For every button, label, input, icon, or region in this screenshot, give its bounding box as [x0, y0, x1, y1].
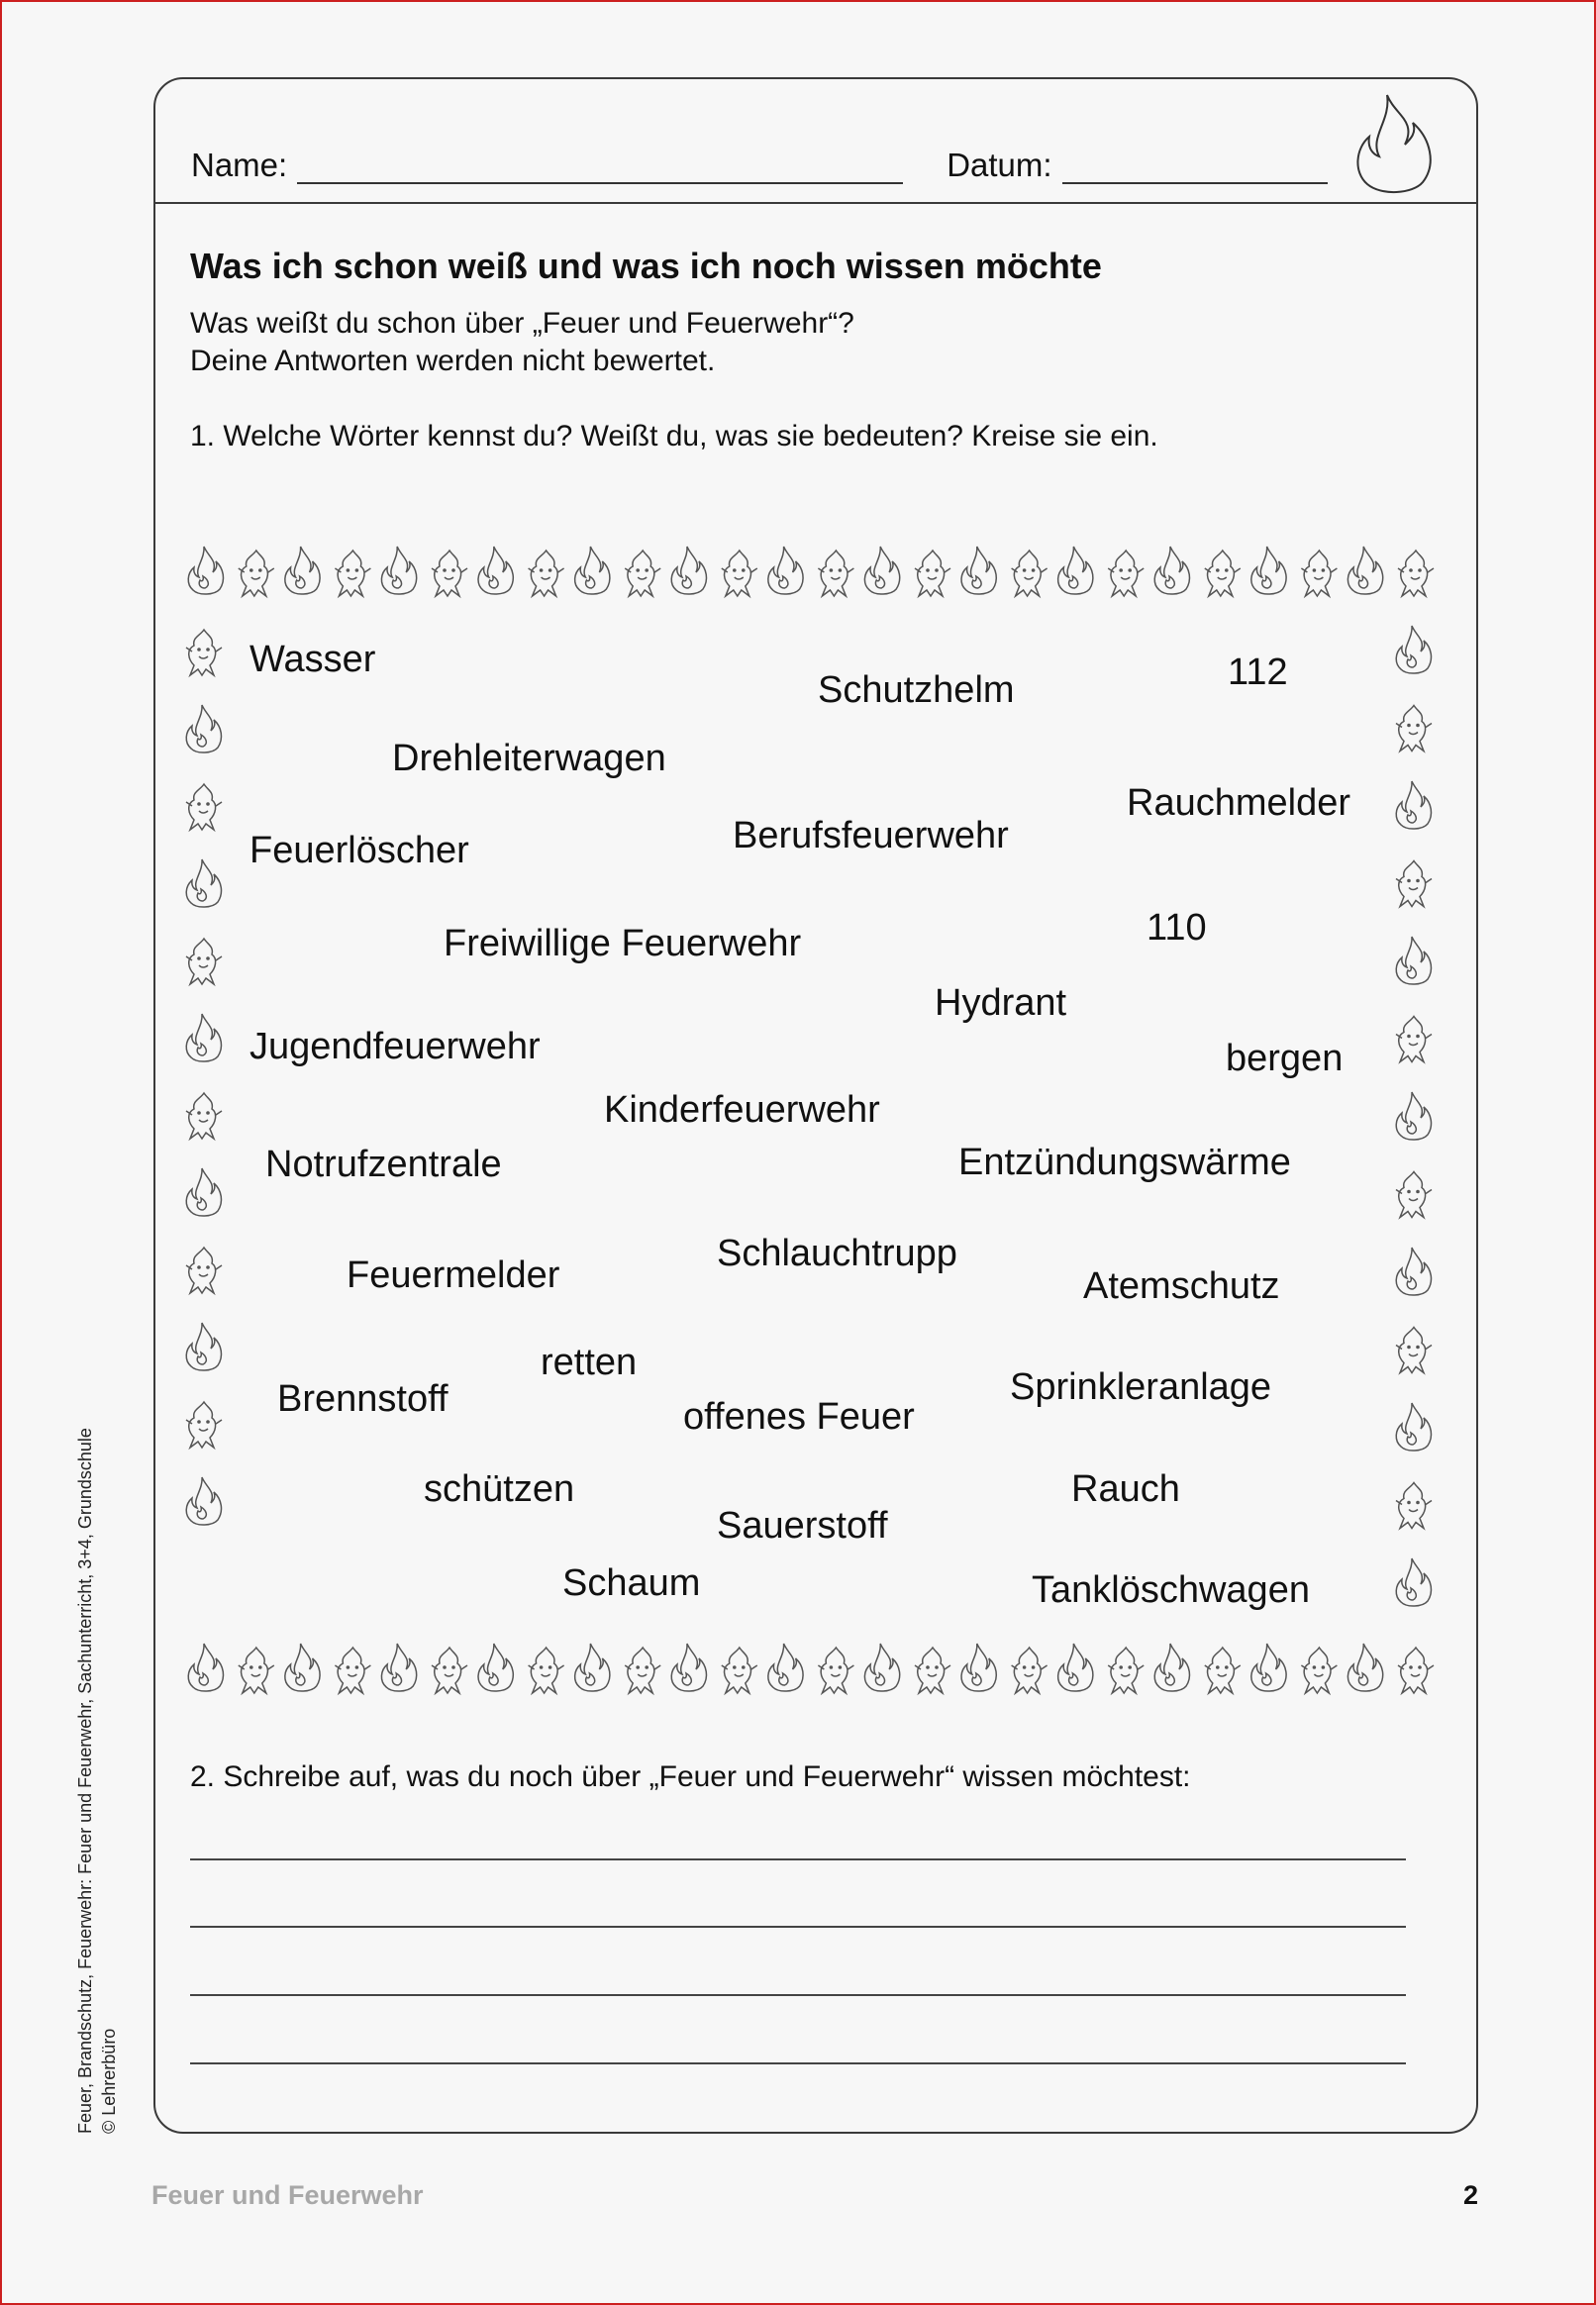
word-item[interactable]: 112 [1228, 651, 1288, 693]
flame-icon [381, 547, 416, 594]
fire-character-icon [432, 551, 467, 596]
flame-icon [1251, 1644, 1286, 1691]
flame-icon [188, 1644, 223, 1691]
fire-character-icon [1396, 1172, 1432, 1218]
flame-icon [864, 1644, 899, 1691]
intro-line-2: Deine Antworten werden nicht bewertet. [190, 345, 716, 377]
date-label: Datum: [947, 147, 1052, 183]
flame-icon [381, 1644, 416, 1691]
word-item[interactable]: Berufsfeuerwehr [733, 815, 1009, 856]
word-item[interactable]: Feuerlöscher [249, 830, 469, 871]
word-item[interactable]: Sprinkleranlage [1010, 1366, 1272, 1408]
flame-icon [864, 547, 899, 594]
flame-icon [285, 1644, 320, 1691]
page-number: 2 [1463, 2180, 1479, 2210]
flame-icon [671, 547, 706, 594]
copyright-line-2: © Lehrerbüro [99, 2028, 119, 2134]
word-item[interactable]: Rauch [1071, 1468, 1180, 1510]
flame-icon [575, 1644, 610, 1691]
word-item[interactable]: offenes Feuer [683, 1396, 915, 1438]
flame-icon [478, 547, 513, 594]
fire-character-icon [335, 551, 370, 596]
fire-character-icon [915, 551, 950, 596]
fire-character-icon [432, 1648, 467, 1693]
word-item[interactable]: Kinderfeuerwehr [604, 1089, 880, 1131]
fire-character-icon [186, 939, 222, 984]
flame-icon [186, 1014, 221, 1061]
fire-character-icon [186, 1248, 222, 1293]
word-item[interactable]: bergen [1226, 1038, 1344, 1079]
fire-character-icon [335, 1648, 370, 1693]
word-item[interactable]: Wasser [249, 639, 376, 680]
fire-character-icon [186, 1402, 222, 1448]
word-item[interactable]: Jugendfeuerwehr [249, 1026, 541, 1067]
fire-character-icon [1396, 861, 1432, 907]
date-line[interactable] [1062, 149, 1328, 184]
flame-icon [186, 1168, 221, 1216]
fire-character-icon [722, 1648, 757, 1693]
fire-character-icon [1301, 1648, 1337, 1693]
word-item[interactable]: Atemschutz [1083, 1265, 1280, 1307]
question-2: 2. Schreibe auf, was du noch über „Feuer und Feuerwehr“ wissen möchtest: [190, 1760, 1191, 1793]
word-item[interactable]: Rauchmelder [1127, 782, 1350, 824]
flame-icon [1058, 1644, 1093, 1691]
flame-icon [768, 1644, 803, 1691]
flame-icon [186, 1477, 221, 1525]
flame-icon [478, 1644, 513, 1691]
name-label: Name: [191, 147, 288, 183]
flame-icon [1347, 1644, 1382, 1691]
flame-icon [186, 1323, 221, 1370]
fire-character-icon [1396, 1483, 1432, 1529]
word-item[interactable]: schützen [424, 1468, 575, 1510]
name-date-row [191, 147, 1338, 184]
flame-icon [1154, 1644, 1189, 1691]
word-item[interactable]: Schutzhelm [818, 669, 1015, 711]
fire-character-icon [1012, 551, 1047, 596]
flame-icon [186, 705, 221, 752]
word-item[interactable]: Hydrant [935, 982, 1067, 1024]
fire-character-icon [625, 1648, 660, 1693]
flame-icon [1396, 626, 1431, 673]
flame-icon [1396, 937, 1431, 984]
header-divider [155, 202, 1476, 204]
fire-character-icon [1012, 1648, 1047, 1693]
fire-character-icon [1205, 1648, 1241, 1693]
copyright-line-1: Feuer, Brandschutz, Feuerwehr: Feuer und Feuerwehr, Sachunterricht, 3+4, Grundschule [75, 1428, 95, 2134]
flame-icon [186, 859, 221, 907]
fire-character-icon [722, 551, 757, 596]
fire-character-icon [1398, 551, 1434, 596]
word-item[interactable]: Feuermelder [347, 1254, 560, 1296]
flame-icon [1347, 87, 1446, 198]
flame-icon [768, 547, 803, 594]
word-item[interactable]: Drehleiterwagen [392, 738, 666, 779]
fire-character-icon [529, 1648, 564, 1693]
word-item[interactable]: Freiwillige Feuerwehr [444, 923, 802, 964]
flame-icon [285, 547, 320, 594]
word-item[interactable]: Notrufzentrale [265, 1144, 502, 1185]
answer-line[interactable] [190, 1926, 1406, 1928]
answer-line[interactable] [190, 1858, 1406, 1860]
word-item[interactable]: Brennstoff [277, 1378, 449, 1420]
word-item[interactable]: Schaum [562, 1562, 701, 1604]
fire-character-icon [1398, 1648, 1434, 1693]
fire-character-icon [186, 1093, 222, 1139]
fire-character-icon [186, 784, 222, 830]
flame-icon [961, 547, 996, 594]
answer-line[interactable] [190, 1994, 1406, 1996]
flame-icon [1396, 1248, 1431, 1295]
word-item[interactable]: Entzündungswärme [958, 1142, 1291, 1183]
fire-character-icon [1396, 1328, 1432, 1373]
flame-icon [1347, 547, 1382, 594]
fire-character-icon [1108, 551, 1144, 596]
copyright-note [73, 1428, 121, 2134]
flame-icon [1396, 1558, 1431, 1606]
footer-title: Feuer und Feuerwehr [151, 2180, 424, 2210]
fire-character-icon [818, 551, 853, 596]
word-item[interactable]: Tanklöschwagen [1032, 1569, 1310, 1611]
name-line[interactable] [297, 149, 903, 184]
answer-line[interactable] [190, 2062, 1406, 2064]
page-title: Was ich schon weiß und was ich noch wissen möchte [190, 246, 1102, 286]
word-item[interactable]: 110 [1147, 907, 1207, 949]
fire-character-icon [239, 551, 274, 596]
intro-line-1: Was weißt du schon über „Feuer und Feuerwehr“? [190, 307, 854, 340]
flame-icon [1396, 1092, 1431, 1140]
fire-character-icon [186, 630, 222, 675]
fire-character-icon [625, 551, 660, 596]
word-item[interactable]: Schlauchtrupp [717, 1233, 957, 1274]
fire-character-icon [818, 1648, 853, 1693]
flame-icon [1154, 547, 1189, 594]
flame-icon [575, 547, 610, 594]
fire-character-icon [239, 1648, 274, 1693]
flame-icon [961, 1644, 996, 1691]
question-1: 1. Welche Wörter kennst du? Weißt du, was sie bedeuten? Kreise sie ein. [190, 420, 1158, 452]
fire-character-icon [1108, 1648, 1144, 1693]
flame-icon [1251, 547, 1286, 594]
word-item[interactable]: Sauerstoff [717, 1505, 888, 1547]
fire-character-icon [1396, 1017, 1432, 1062]
fire-character-icon [1396, 706, 1432, 752]
flame-icon [671, 1644, 706, 1691]
intro-text [190, 305, 854, 380]
fire-character-icon [529, 551, 564, 596]
flame-icon [1396, 1403, 1431, 1451]
word-item[interactable]: retten [541, 1342, 638, 1383]
flame-icon [188, 547, 223, 594]
fire-character-icon [1205, 551, 1241, 596]
flame-icon [1396, 781, 1431, 829]
flame-icon [1058, 547, 1093, 594]
fire-character-icon [915, 1648, 950, 1693]
fire-character-icon [1301, 551, 1337, 596]
